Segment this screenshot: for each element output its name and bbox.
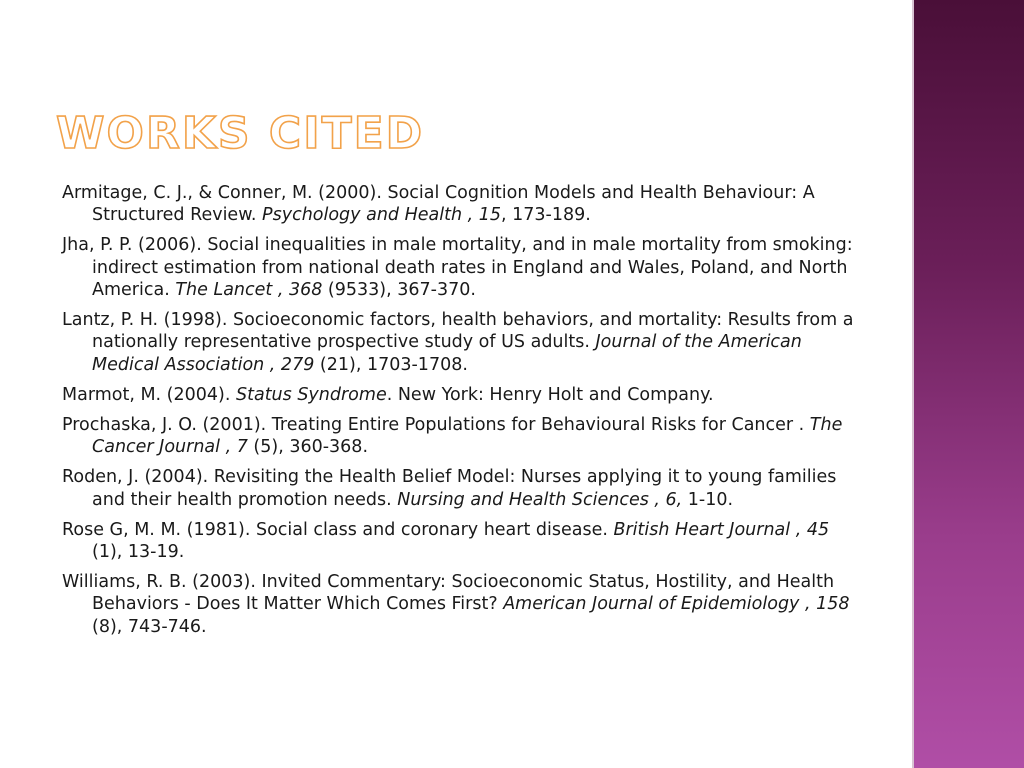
reference-details: (1), 13-19. xyxy=(92,541,185,562)
reference-item xyxy=(62,384,862,406)
reference-source: British Heart Journal , 45 xyxy=(613,519,830,540)
reference-source: The Cancer Journal , 7 xyxy=(92,414,843,458)
side-band-edge xyxy=(912,0,914,768)
reference-text: Marmot, M. (2004). xyxy=(62,384,236,405)
reference-text: Rose G, M. M. (1981). Social class and coronary heart disease. xyxy=(62,519,614,540)
reference-item xyxy=(62,466,862,511)
reference-source: Nursing and Health Sciences , 6, xyxy=(397,489,683,510)
reference-text: Prochaska, J. O. (2001). Treating Entire Populations for Behavioural Risks for Cancer . xyxy=(62,414,810,435)
reference-source: The Lancet , 368 xyxy=(175,279,323,300)
reference-details: (5), 360-368. xyxy=(247,437,369,458)
reference-source: Status Syndrome xyxy=(236,384,387,405)
reference-details: , 173-189. xyxy=(501,205,591,226)
reference-text: Williams, R. B. (2003). Invited Commentary: Socioeconomic Status, Hostility, and Health Behaviors - Does It Matter Which Comes First? xyxy=(62,572,835,615)
reference-text: Roden, J. (2004). Revisiting the Health Belief Model: Nurses applying it to young families and their health promotion needs. xyxy=(62,467,837,510)
reference-details: 1-10. xyxy=(682,489,734,510)
reference-details: (8), 743-746. xyxy=(92,616,207,637)
reference-item xyxy=(62,234,862,301)
reference-details: (9533), 367-370. xyxy=(322,279,476,300)
reference-source: Journal of the American Medical Association , 279 xyxy=(92,332,802,375)
reference-details: . New York: Henry Holt and Company. xyxy=(386,384,714,405)
slide-title: WORKS CITED xyxy=(56,108,425,159)
reference-text: Jha, P. P. (2006). Social inequalities in male mortality, and in male mortality from smoking: indirect estimation from national death rates in England and Wales, Poland, and North America. xyxy=(62,235,853,300)
reference-item xyxy=(62,519,862,564)
reference-source: American Journal of Epidemiology , 158 xyxy=(503,594,850,615)
reference-source: Psychology and Health , 15 xyxy=(262,205,501,226)
reference-text: Lantz, P. H. (1998). Socioeconomic factors, health behaviors, and mortality: Results from a nationally representative prospective study of US adults. xyxy=(62,310,854,353)
decorative-side-band xyxy=(912,0,1024,768)
reference-item xyxy=(62,182,862,227)
reference-item xyxy=(62,309,862,376)
reference-text: Armitage, C. J., & Conner, M. (2000). Social Cognition Models and Health Behaviour: A Structured Review. xyxy=(62,183,815,226)
reference-item xyxy=(62,571,862,638)
reference-item xyxy=(62,414,862,459)
reference-details: (21), 1703-1708. xyxy=(314,354,468,375)
references-list xyxy=(62,182,862,646)
